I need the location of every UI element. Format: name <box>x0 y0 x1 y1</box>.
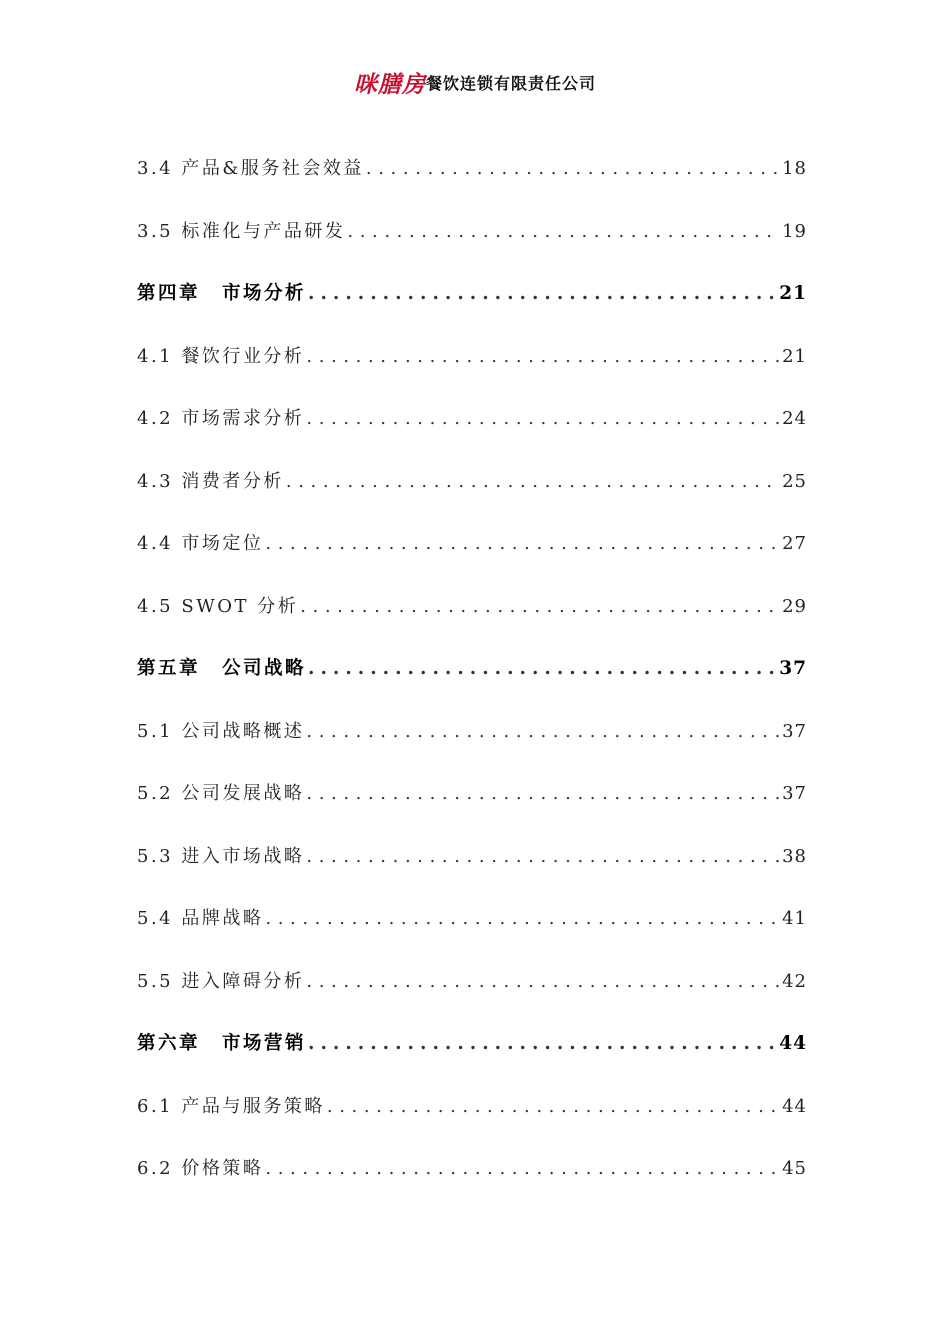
toc-page-number: 44 <box>779 1033 807 1055</box>
toc-entry-line <box>137 342 807 368</box>
toc-entry-label <box>137 717 304 743</box>
toc-dot-leader <box>306 971 780 992</box>
toc-entry-label <box>137 904 263 930</box>
toc-entry-title: 市场需求分析 <box>181 408 305 430</box>
toc-entry-label <box>137 967 304 993</box>
toc-entry-line <box>137 779 807 805</box>
page-header <box>0 66 950 99</box>
toc-entry-title: 餐饮行业分析 <box>181 345 305 367</box>
brand-logo: 咪膳房 <box>353 71 426 98</box>
toc-entry-number: 5.1 <box>137 720 174 742</box>
toc-page-number: 24 <box>782 408 807 430</box>
toc-section-entry[interactable] <box>137 1074 807 1137</box>
toc-dot-leader <box>306 408 780 429</box>
toc-entry-number: 5.2 <box>137 783 174 805</box>
toc-page-number: 18 <box>782 158 807 180</box>
toc-entry-title: 标准化与产品研发 <box>181 220 346 242</box>
toc-entry-label <box>137 779 304 805</box>
toc-section-entry[interactable] <box>137 824 807 887</box>
toc-section-entry[interactable] <box>137 886 807 949</box>
toc-dot-leader <box>265 1158 780 1179</box>
toc-entry-title: 进入市场战略 <box>181 845 305 867</box>
toc-entry-title: 价格策略 <box>181 1158 264 1180</box>
toc-page-number: 19 <box>782 220 807 242</box>
toc-entry-title: 公司战略 <box>222 658 307 680</box>
toc-section-entry[interactable] <box>137 136 807 199</box>
toc-entry-label <box>137 654 306 680</box>
toc-entry-line <box>137 154 807 180</box>
toc-entry-title: 公司战略概述 <box>181 720 305 742</box>
toc-page-number: 37 <box>779 658 807 680</box>
toc-entry-title: 消费者分析 <box>181 470 284 492</box>
toc-entry-number: 4.4 <box>137 533 174 555</box>
toc-entry-line <box>137 904 807 930</box>
toc-dot-leader <box>306 783 780 804</box>
toc-entry-number: 6.1 <box>137 1095 174 1117</box>
toc-entry-label <box>137 404 304 430</box>
toc-entry-line <box>137 467 807 493</box>
toc-entry-line <box>137 1029 807 1055</box>
toc-chapter-entry[interactable] <box>137 261 807 324</box>
toc-entry-line <box>137 842 807 868</box>
toc-dot-leader <box>308 1033 777 1054</box>
toc-section-entry[interactable] <box>137 699 807 762</box>
toc-entry-line <box>137 217 807 243</box>
toc-entry-label <box>137 1092 325 1118</box>
toc-entry-number: 5.3 <box>137 845 174 867</box>
toc-dot-leader <box>306 721 780 742</box>
toc-entry-label <box>137 342 304 368</box>
toc-section-entry[interactable] <box>137 324 807 387</box>
toc-entry-title: 产品&服务社会效益 <box>181 158 364 180</box>
toc-entry-number: 5.5 <box>137 970 174 992</box>
toc-page-number: 25 <box>782 470 807 492</box>
toc-section-entry[interactable] <box>137 1136 807 1199</box>
toc-page-number: 37 <box>782 720 807 742</box>
toc-section-entry[interactable] <box>137 386 807 449</box>
toc-dot-leader <box>327 1096 780 1117</box>
company-name: 餐饮连锁有限责任公司 <box>425 74 596 93</box>
toc-dot-leader <box>265 908 780 929</box>
toc-dot-leader <box>306 846 780 867</box>
toc-page-number: 27 <box>782 533 807 555</box>
toc-page-number: 45 <box>782 1158 807 1180</box>
toc-page-number: 38 <box>782 845 807 867</box>
toc-entry-title: 市场营销 <box>222 1033 307 1055</box>
toc-entry-title: 进入障碍分析 <box>181 970 305 992</box>
toc-entry-label <box>137 1154 263 1180</box>
toc-dot-leader <box>265 533 780 554</box>
toc-entry-line <box>137 654 807 680</box>
toc-section-entry[interactable] <box>137 574 807 637</box>
toc-entry-line <box>137 717 807 743</box>
toc-section-entry[interactable] <box>137 949 807 1012</box>
toc-dot-leader <box>366 158 780 179</box>
table-of-contents <box>137 136 807 1199</box>
toc-entry-number: 第六章 <box>137 1033 201 1055</box>
toc-section-entry[interactable] <box>137 761 807 824</box>
toc-entry-line <box>137 1154 807 1180</box>
toc-page-number: 21 <box>782 345 807 367</box>
toc-page-number: 44 <box>782 1095 807 1117</box>
toc-dot-leader <box>306 346 780 367</box>
toc-entry-title: SWOT 分析 <box>181 595 299 617</box>
toc-entry-title: 品牌战略 <box>181 908 264 930</box>
toc-entry-number: 3.4 <box>137 158 174 180</box>
toc-dot-leader <box>286 471 780 492</box>
toc-entry-line <box>137 1092 807 1118</box>
toc-dot-leader <box>347 221 780 242</box>
toc-entry-label <box>137 154 364 180</box>
toc-entry-number: 6.2 <box>137 1158 174 1180</box>
toc-entry-line <box>137 279 807 305</box>
toc-dot-leader <box>308 658 777 679</box>
toc-entry-label <box>137 592 298 618</box>
toc-entry-number: 第五章 <box>137 658 201 680</box>
toc-page-number: 37 <box>782 783 807 805</box>
toc-page-number: 21 <box>779 283 807 305</box>
toc-entry-line <box>137 529 807 555</box>
toc-chapter-entry[interactable] <box>137 1011 807 1074</box>
toc-entry-label <box>137 529 263 555</box>
toc-page-number: 41 <box>782 908 807 930</box>
toc-section-entry[interactable] <box>137 449 807 512</box>
toc-entry-number: 4.1 <box>137 345 174 367</box>
toc-entry-line <box>137 404 807 430</box>
toc-page-number: 42 <box>782 970 807 992</box>
toc-entry-label <box>137 279 306 305</box>
toc-entry-title: 产品与服务策略 <box>181 1095 325 1117</box>
toc-entry-label <box>137 467 284 493</box>
toc-section-entry[interactable] <box>137 511 807 574</box>
toc-entry-title: 市场分析 <box>222 283 307 305</box>
toc-chapter-entry[interactable] <box>137 636 807 699</box>
toc-dot-leader <box>308 283 777 304</box>
toc-entry-label <box>137 842 304 868</box>
toc-entry-line <box>137 592 807 618</box>
toc-entry-number: 第四章 <box>137 283 201 305</box>
toc-page-number: 29 <box>782 595 807 617</box>
toc-entry-title: 公司发展战略 <box>181 783 305 805</box>
toc-entry-number: 3.5 <box>137 220 174 242</box>
toc-entry-number: 4.3 <box>137 470 174 492</box>
toc-entry-label <box>137 1029 306 1055</box>
toc-entry-number: 5.4 <box>137 908 174 930</box>
toc-entry-number: 4.2 <box>137 408 174 430</box>
toc-dot-leader <box>300 596 780 617</box>
toc-entry-number: 4.5 <box>137 595 174 617</box>
toc-section-entry[interactable] <box>137 199 807 262</box>
toc-entry-line <box>137 967 807 993</box>
toc-entry-title: 市场定位 <box>181 533 264 555</box>
toc-entry-label <box>137 217 345 243</box>
